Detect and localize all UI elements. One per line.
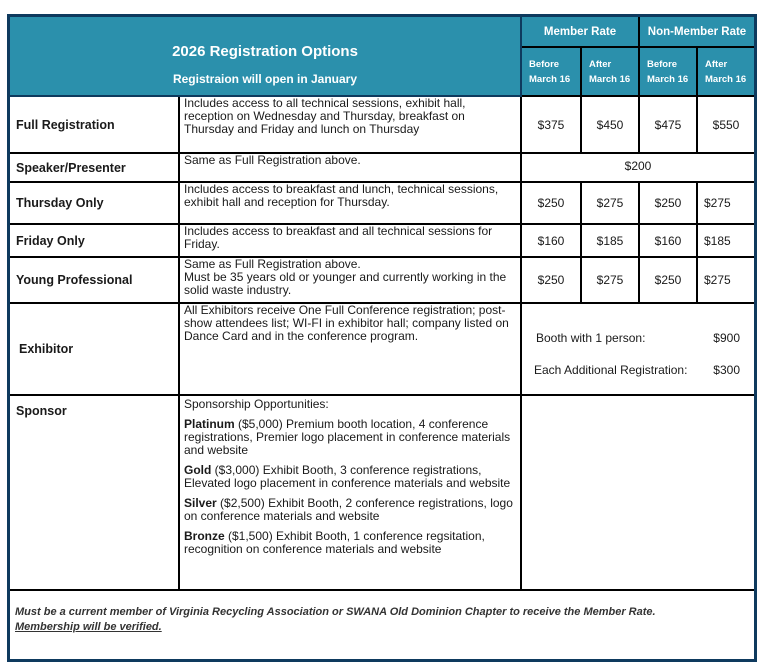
price-member-before: $375 [521,96,581,153]
member-before-header: Before March 16 [521,47,581,96]
price-nonmember-before: $250 [639,182,697,224]
price-member-after: $275 [581,257,639,303]
membership-verified-note: Membership will be verified. [15,621,162,633]
row-description: Same as Full Registration above. [179,153,521,182]
member-after-header: After March 16 [581,47,639,96]
registration-table-frame [7,14,757,662]
row-label: Thursday Only [10,182,179,224]
row-label: Young Professional [10,257,179,303]
price-nonmember-before: $250 [639,257,697,303]
row-description: Includes access to all technical sessions, exhibit hall, reception on Wednesday and Thursday, breakfast on Thursday and Friday and lunch on Thursday [179,96,521,153]
price-nonmember-after: $275 [697,182,754,224]
registration-table [10,17,754,653]
sponsorship-description [179,395,521,590]
exhibitor-prices [521,303,754,395]
row-label: Friday Only [10,224,179,257]
additional-registration-line: Each Additional Registration: $300 [534,363,740,377]
row-label: Exhibitor [10,303,179,395]
row-label: Speaker/Presenter [10,153,179,182]
table-row-full-registration [10,96,754,153]
row-description: Includes access to breakfast and all technical sessions for Friday. [179,224,521,257]
nonmember-after-header: After March 16 [697,47,754,96]
price-member-before: $250 [521,257,581,303]
booth-price-line: Booth with 1 person: $900 [536,331,740,345]
sponsor-level-silver: Silver ($2,500) Exhibit Booth, 2 conference registrations, logo on conference materials and website [184,496,513,523]
membership-note [10,590,754,653]
price-nonmember-before: $160 [639,224,697,257]
sponsor-level-platinum: Platinum ($5,000) Premium booth location, 4 conference registrations, Premier logo placement in conference materials and website [184,417,511,457]
price-nonmember-after: $275 [697,257,754,303]
table-row-speaker [10,153,754,182]
price-member-before: $250 [521,182,581,224]
nonmember-before-header: Before March 16 [639,47,697,96]
member-rate-header: Member Rate [521,17,639,47]
price-member-after: $185 [581,224,639,257]
price-member-after: $450 [581,96,639,153]
table-row-exhibitor [10,303,754,395]
page-title: 2026 Registration Options [172,42,358,60]
row-label: Full Registration [10,96,179,153]
price-nonmember-after: $185 [697,224,754,257]
sponsor-price-empty [521,395,754,590]
sponsor-level-bronze: Bronze ($1,500) Exhibit Booth, 1 conference regsitation, recognition on conference materials and website [184,529,485,556]
price-nonmember-before: $475 [639,96,697,153]
sponsorship-intro: Sponsorship Opportunities: [184,397,329,411]
non-member-rate-header: Non-Member Rate [639,17,754,47]
table-title-cell [10,17,521,96]
sponsor-level-gold: Gold ($3,000) Exhibit Booth, 3 conference registrations, Elevated logo placement in conference materials and website [184,463,511,490]
page-subtitle: Registraion will open in January [172,71,358,86]
row-description: Includes access to breakfast and lunch, technical sessions, exhibit hall and reception for Thursday. [179,182,521,224]
price-speaker: $200 [521,153,754,182]
row-description: All Exhibitors receive One Full Conference registration; post-show attendees list; WI-FI in exhibitor hall; company listed on Dance Card and in the conference program. [179,303,521,395]
table-row-friday-only [10,224,754,257]
member-rate-requirement: Must be a current member of Virginia Recycling Association or SWANA Old Dominion Chapter to receive the Member Rate. [15,606,656,618]
row-label: Sponsor [10,395,179,590]
footer-row [10,590,754,653]
table-row-sponsor [10,395,754,590]
table-row-young-professional [10,257,754,303]
price-member-after: $275 [581,182,639,224]
table-row-thursday-only [10,182,754,224]
row-description: Same as Full Registration above. Must be 35 years old or younger and currently working in the solid waste industry. [179,257,521,303]
price-nonmember-after: $550 [697,96,754,153]
price-member-before: $160 [521,224,581,257]
